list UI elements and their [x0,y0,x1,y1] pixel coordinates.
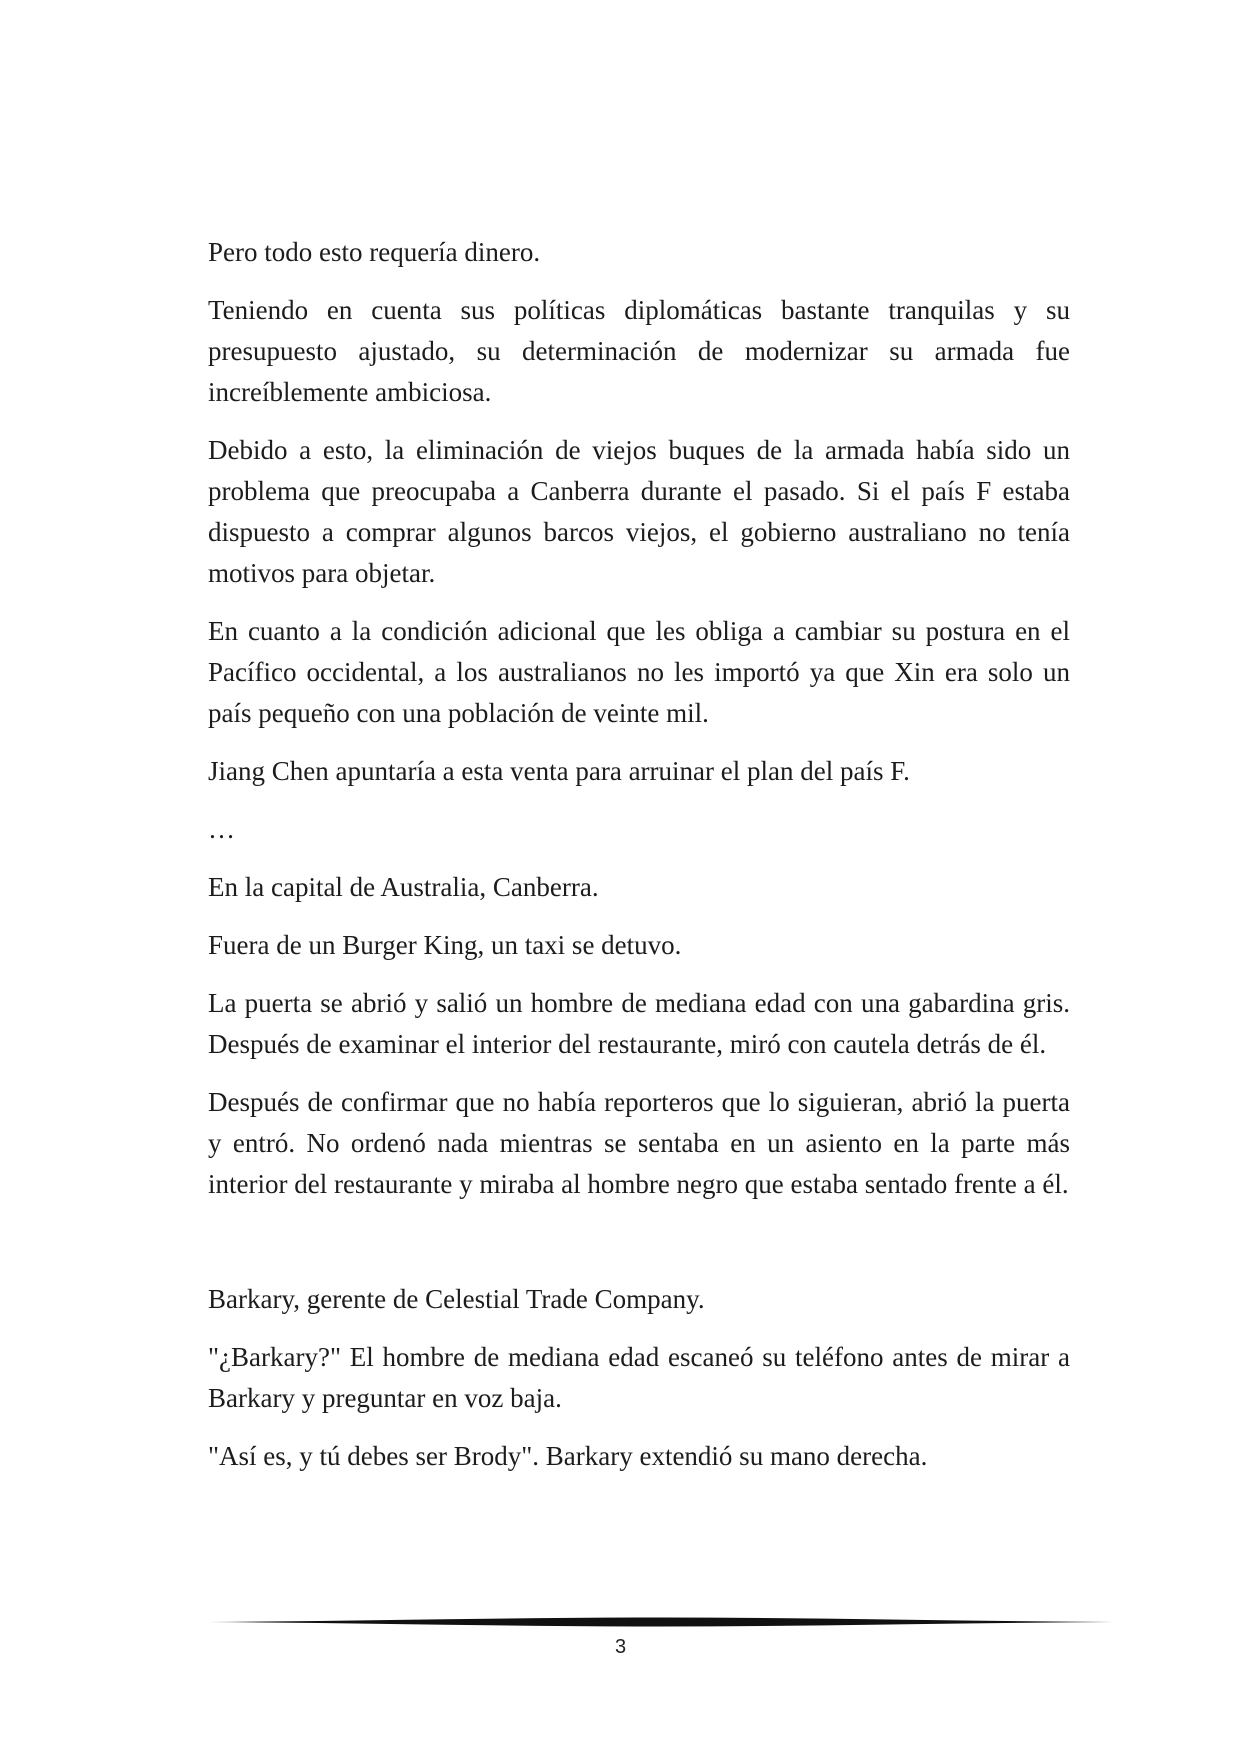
paragraph: Debido a esto, la eliminación de viejos buques de la armada había sido un problema que preocupaba a Canberra durante el pasado. Si el país F estaba dispuesto a comprar algunos barcos viejos, el gobierno australiano no tenía motivos para objetar. [208,435,1070,588]
footer-rule [208,1617,1113,1627]
scene-break: … [208,814,235,844]
paragraph: Fuera de un Burger King, un taxi se detuvo. [208,930,682,960]
body-text [208,232,1070,1494]
paragraph: Teniendo en cuenta sus políticas diplomáticas bastante tranquilas y su presupuesto ajustado, su determinación de modernizar su armada fue increíblemente ambiciosa. [208,295,1070,407]
paragraph: Barkary, gerente de Celestial Trade Company. [208,1284,705,1314]
paragraph: Pero todo esto requería dinero. [208,237,541,267]
paragraph: Después de confirmar que no había reporteros que lo siguieran, abrió la puerta y entró. No ordenó nada mientras se sentaba en un asiento en la parte más interior del restaurante y miraba al hombre negro que estaba sentado frente a él. [208,1087,1070,1199]
page-number: 3 [614,1636,627,1658]
paragraph: "Así es, y tú debes ser Brody". Barkary extendió su mano derecha. [208,1441,928,1471]
paragraph: "¿Barkary?" El hombre de mediana edad escaneó su teléfono antes de mirar a Barkary y preguntar en voz baja. [208,1342,1070,1413]
paragraph: En la capital de Australia, Canberra. [208,872,599,902]
paragraph: En cuanto a la condición adicional que les obliga a cambiar su postura en el Pacífico occidental, a los australianos no les importó ya que Xin era solo un país pequeño con una población de veinte mil. [208,616,1070,728]
paragraph: La puerta se abrió y salió un hombre de mediana edad con una gabardina gris. Después de examinar el interior del restaurante, miró con cautela detrás de él. [208,988,1070,1059]
paragraph: Jiang Chen apuntaría a esta venta para arruinar el plan del país F. [208,756,910,786]
